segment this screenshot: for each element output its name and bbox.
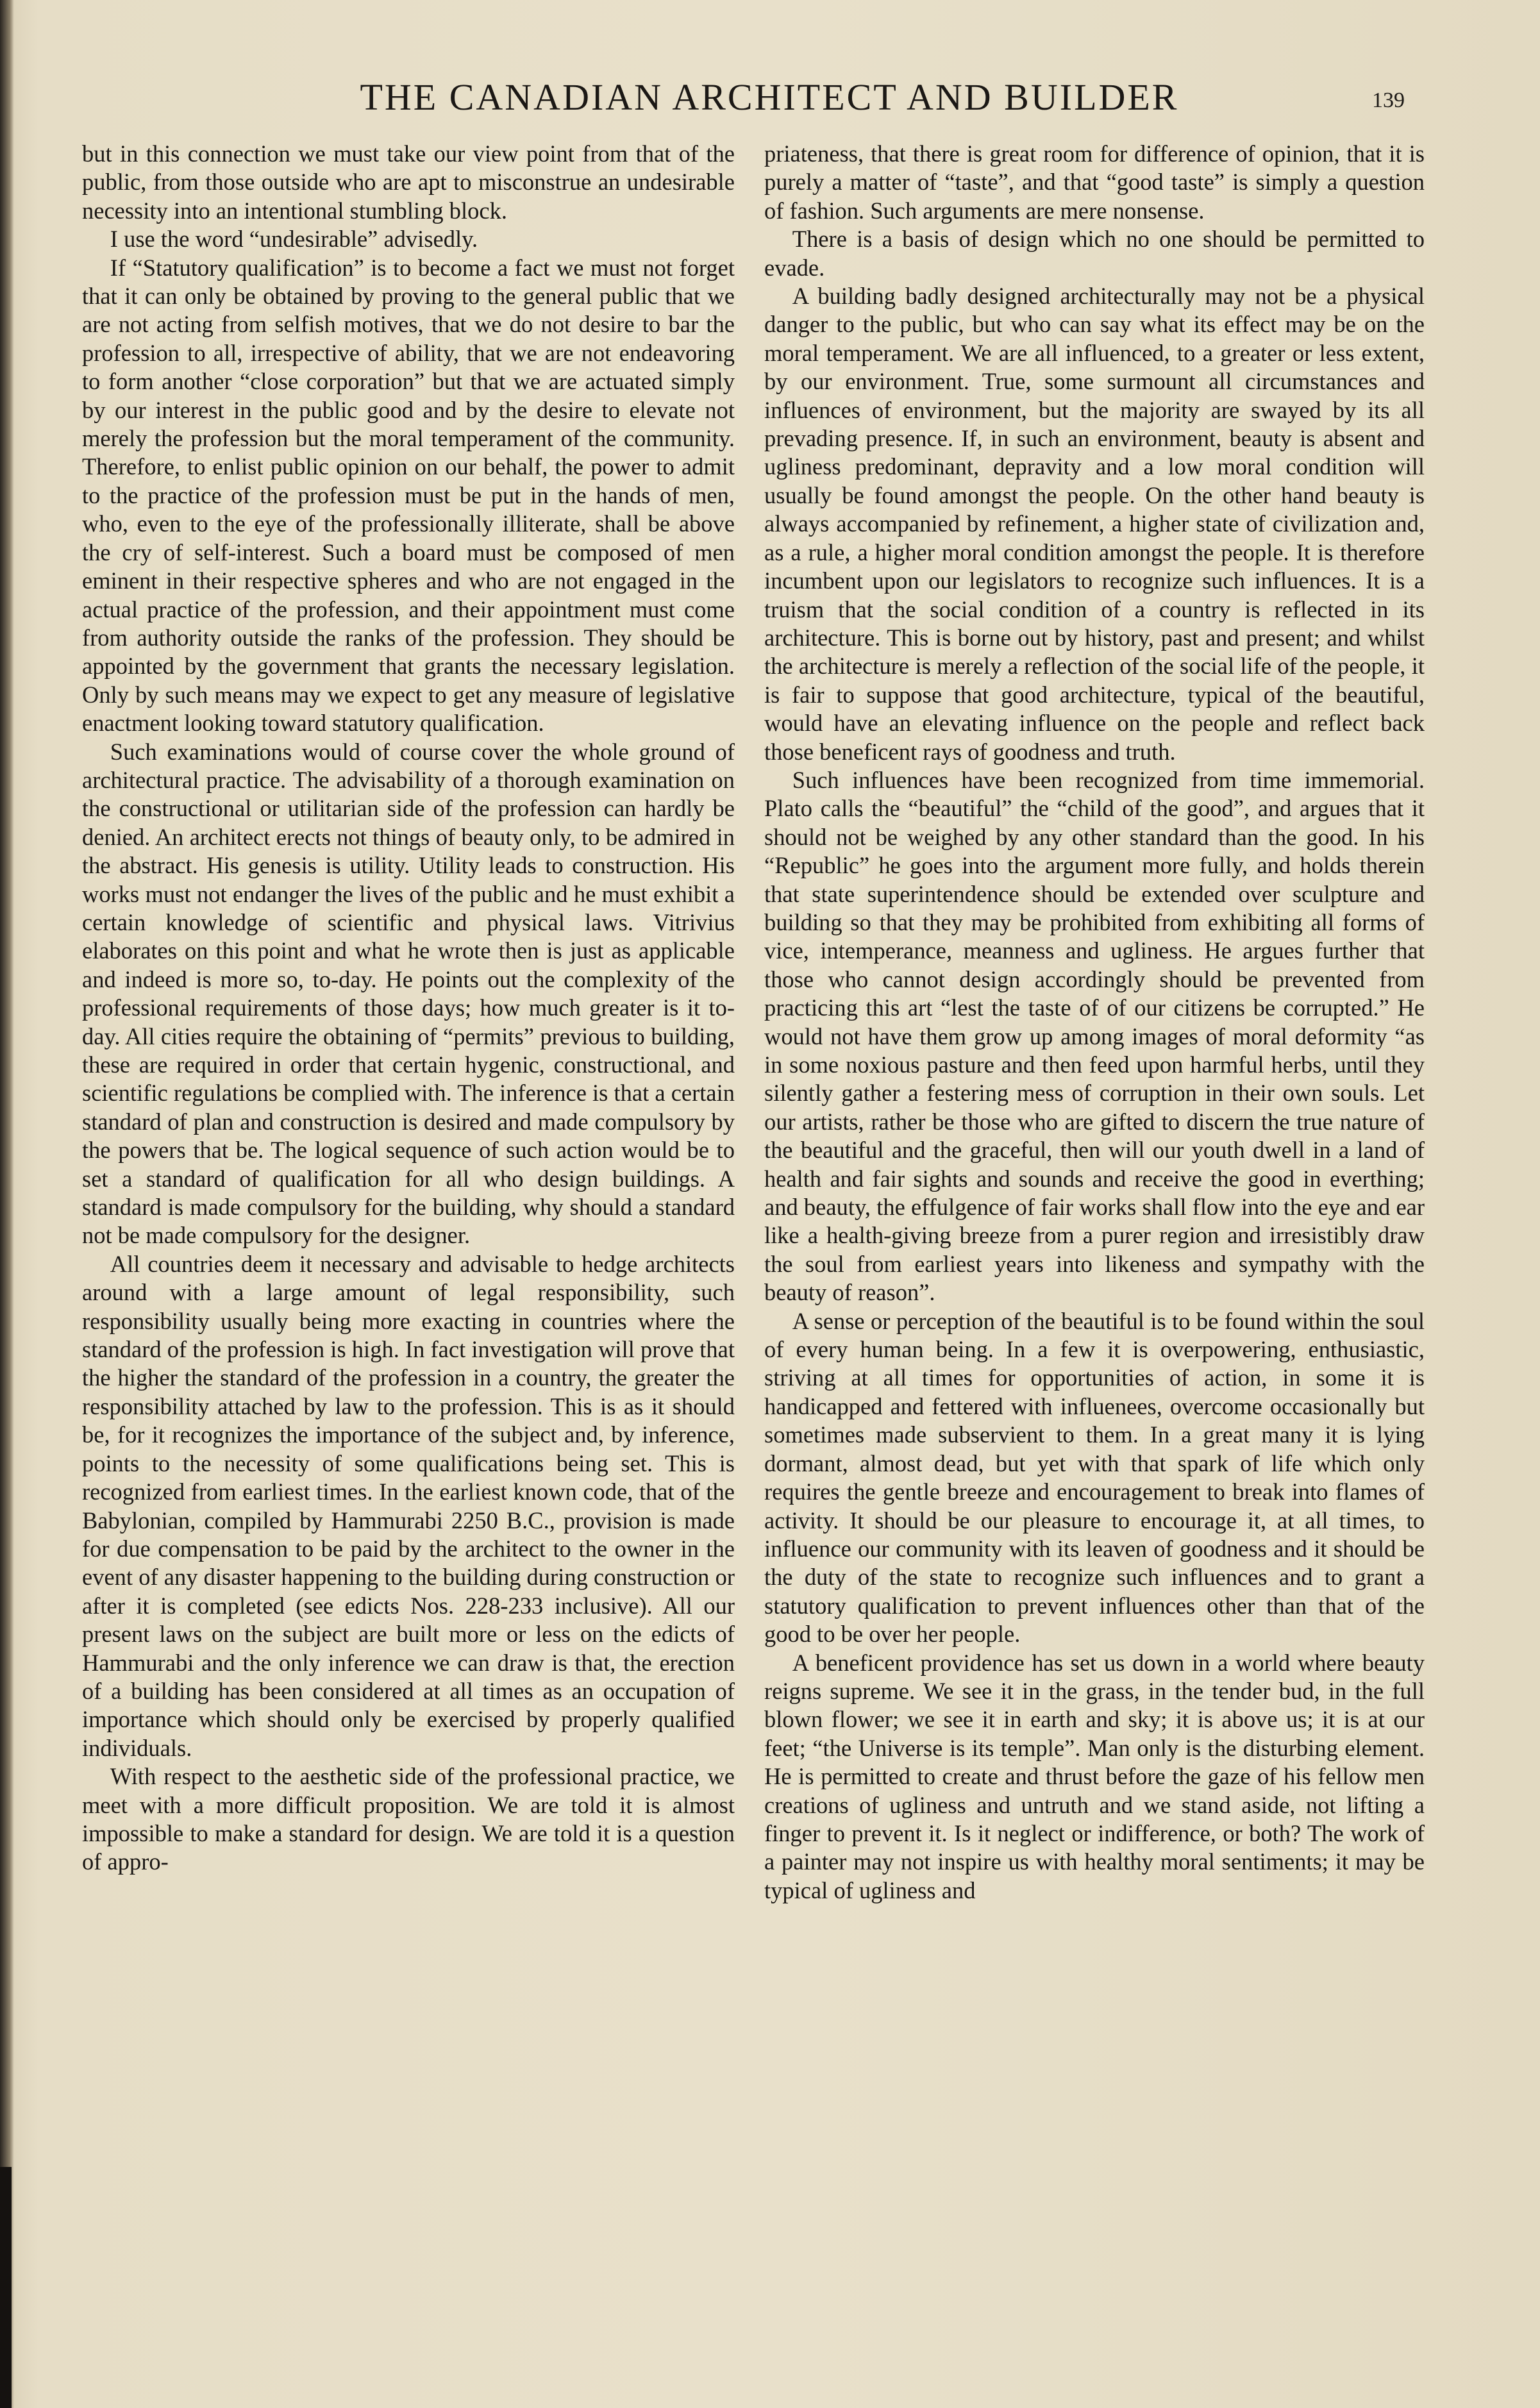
journal-masthead: THE CANADIAN ARCHITECT AND BUILDER bbox=[360, 76, 1179, 118]
left-column bbox=[82, 140, 735, 1877]
paragraph: I use the word “undesirable” advisedly. bbox=[110, 226, 478, 253]
paragraph: If “Statutory qualification” is to become a fact we must not forget that it can only be obtained by proving to the general public that we are not acting from selfish motives, that we do not desire to bar the profession to all, irrespective of ability, that we are not endeavoring to form another “close corporation” but that we are actuated simply by our interest in the public good and by the desire to elevate not merely the profession but the moral temperament of the community. Therefore, to enlist public opinion on our behalf, the power to admit to the practice of the profession must be put in the hands of men, who, even to the eye of the professionally illiterate, shall be above the cry of self-interest. Such a board must be composed of men eminent in their respective spheres and who are not engaged in the actual practice of the profession, and their appointment must come from authority outside the ranks of the profession. They should be appointed by the government that grants the necessary legislation. Only by such means may we expect to get any measure of legislative enactment looking toward statutory qualification. bbox=[82, 254, 735, 737]
paragraph: A building badly designed architecturally may not be a physical danger to the public, but who can say what its effect may be on the moral temperament. We are all influenced, to a greater or less extent, by our environment. True, some surmount all circumstances and influences of environment, but the majority are swayed by its all prevading presence. If, in such an environment, beauty is absent and ugliness predominant, depravity and a low moral condition will usually be found amongst the people. On the other hand beauty is always accompanied by refinement, a higher state of civilization and, as a rule, a higher moral condition amongst the people. It is therefore incumbent upon our legislators to recognize such influences. It is a truism that the social condition of a country is reflected in its architecture. This is borne out by history, past and present; and whilst the architecture is merely a reflection of the social life of the people, it is fair to suppose that good architecture, typical of the beautiful, would have an elevating influence on the people and reflect back those beneficent rays of goodness and truth. bbox=[764, 283, 1425, 765]
paragraph: With respect to the aesthetic side of the professional practice, we meet with a more difficult proposition. We are told it is almost impossible to make a standard for design. We are told it is a question of appro- bbox=[82, 1763, 735, 1875]
paragraph: Such examinations would of course cover the whole ground of architectural practice. The advisability of a thorough examination on the constructional or utilitarian side of the profession can hardly be denied. An architect erects not things of beauty only, to be admired in the abstract. His genesis is utility. Utility leads to construction. His works must not endanger the lives of the public and he must exhibit a certain knowledge of scientific and physical laws. Vitrivius elaborates on this point and what he wrote then is just as applicable and indeed is more so, to-day. He points out the complexity of the professional requirements of those days; how much greater is it to-day. All cities require the obtaining of “permits” previous to building, these are required in order that certain hygenic, constructional, and scientific regulations be complied with. The inference is that a certain standard of plan and construction is desired and made compulsory by the powers that be. The logical sequence of such action would be to set a standard of qualification for all who design buildings. A standard is made compulsory for the building, why should a standard not be made compulsory for the designer. bbox=[82, 738, 735, 1249]
paragraph: priateness, that there is great room for difference of opinion, that it is purely a matter of “taste”, and that “good taste” is simply a question of fashion. Such arguments are mere nonsense. bbox=[764, 140, 1425, 224]
page-number: 139 bbox=[1372, 88, 1405, 112]
paragraph: All countries deem it necessary and advisable to hedge architects around with a large amount of legal responsibility, such responsibility usually being more exacting in countries where the standard of the profession is high. In fact investigation will prove that the higher the standard of the profession in a country, the greater the responsibility attached by law to the profession. This is as it should be, for it recognizes the importance of the subject and, by inference, points to the necessity of some qualifications being set. This is recognized from earliest times. In the earliest known code, that of the Babylonian, compiled by Hammurabi 2250 B.C., provision is made for due compensation to be paid by the architect to the owner in the event of any disaster happening to the building during construction or after it is completed (see edicts Nos. 228-233 inclusive). All our present laws on the subject are built more or less on the edicts of Hammurabi and the only inference we can draw is that, the erection of a building has been considered at all times as an occupation of importance which should only be exercised by properly qualified individuals. bbox=[82, 1250, 735, 1761]
paragraph: A sense or perception of the beautiful is to be found within the soul of every human being. In a few it is overpowering, enthusiastic, striving at all times for opportunities of action, in some it is handicapped and fettered with influenees, overcome occasionally but sometimes made subservient to them. In a great many it is lying dormant, almost dead, but yet with that spark of life which only requires the gentle breeze and encouragement to break into flames of activity. It should be our pleasure to encourage it, at all times, to influence our community with its leaven of goodness and it should be the duty of the state to recognize such influences and to grant a statutory qualification to prevent influences other than that of the good to be over her people. bbox=[764, 1307, 1425, 1648]
page-edge-shadow bbox=[0, 2167, 12, 2408]
right-column bbox=[764, 140, 1425, 1905]
paragraph: There is a basis of design which no one should be permitted to evade. bbox=[764, 226, 1425, 281]
paragraph: A beneficent providence has set us down in a world where beauty reigns supreme. We see it in the grass, in the tender bud, in the full blown flower; we see it in earth and sky; it is above us; it is at our feet; “the Universe is its temple”. Man only is the disturbing element. He is permitted to create and thrust before the gaze of his fellow men creations of ugliness and untruth and we stand aside, not lifting a finger to prevent it. Is it neglect or indifference, or both? The work of a painter may not inspire us with healthy moral sentiments; it may be typical of ugliness and bbox=[764, 1649, 1425, 1903]
paragraph: but in this connection we must take our view point from that of the public, from those outside who are apt to misconstrue an undesirable necessity into an intentional stumbling block. bbox=[82, 140, 735, 224]
paragraph: Such influences have been recognized from time immemorial. Plato calls the “beautiful” the “child of the good”, and argues that it should not be weighed by any other standard than the good. In his “Republic” he goes into the argument more fully, and holds therein that state superintendence should be extended over sculpture and building so that they may be prohibited from exhibiting all forms of vice, intemperance, meanness and ugliness. He argues further that those who cannot design accordingly should be prevented from practicing this art “lest the taste of of our citizens be corrupted.” He would not have them grow up among images of moral deformity “as in some noxious pasture and then feed upon harmful herbs, until they silently gather a festering mess of corruption in their own souls. Let our artists, rather be those who are gifted to discern the true nature of the beautiful and the graceful, then will our youth dwell in a land of health and fair sights and sounds and receive the good in everthing; and beauty, the effulgence of fair works shall flow into the eye and ear like a health-giving breeze from a purer region and irresistibly draw the soul from earliest years into likeness and sympathy with the beauty of reason”. bbox=[764, 766, 1425, 1306]
book-spine-shadow bbox=[0, 0, 14, 2408]
